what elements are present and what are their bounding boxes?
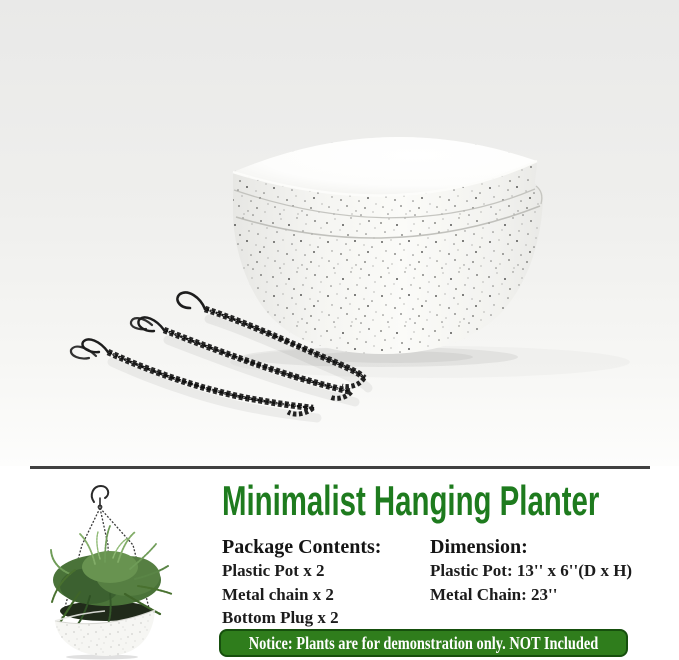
dimension-section <box>430 535 658 630</box>
page-title: Minimalist Hanging Planter <box>222 477 600 524</box>
package-contents-section <box>222 535 430 630</box>
product-info <box>222 479 658 630</box>
package-item: Plastic Pot x 2 <box>222 561 325 580</box>
notice-banner <box>219 629 628 657</box>
section-divider <box>30 466 650 469</box>
hanging-planter-thumbnail <box>50 474 180 660</box>
dimension-item: Plastic Pot: 13'' x 6''(D x H) <box>430 561 633 580</box>
thumb-hook-icon <box>92 486 108 509</box>
package-item: Bottom Plug x 2 <box>222 608 339 627</box>
package-contents-heading: Package Contents: <box>222 536 382 558</box>
notice-text: Notice: Plants are for demonstration only. NOT Included <box>248 632 599 653</box>
package-item: Metal chain x 2 <box>222 584 334 604</box>
dimension-item: Metal Chain: 23'' <box>430 584 558 604</box>
dimension-heading: Dimension: <box>430 536 528 558</box>
thumbnail-svg <box>50 474 180 660</box>
